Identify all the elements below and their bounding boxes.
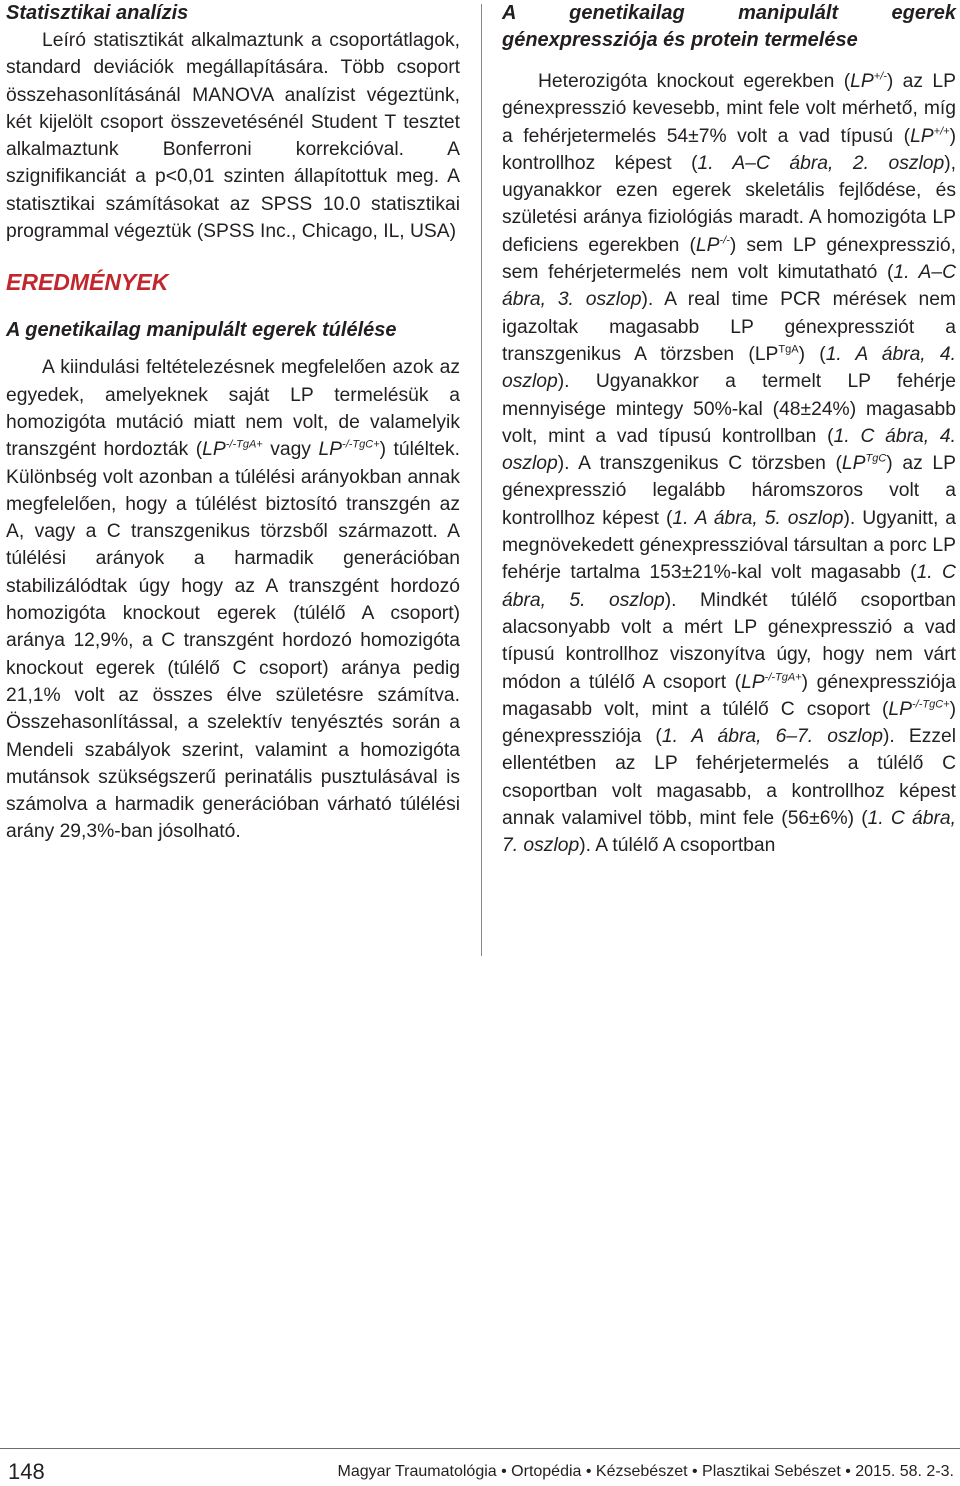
figure-reference: 1. C ábra, 5. oszlop: [502, 562, 956, 611]
text-run: ). Mindkét túlélő csoportban alacsonyabb volt a mért LP génexpresszió a vad típusú kontrollhoz viszonyítva úgy, hogy nem várt módon a túlélő A csoport (: [502, 589, 956, 693]
text-run: ) génexpressziója (: [502, 698, 956, 748]
text-run: Heterozigóta knockout egerekben (: [538, 71, 851, 92]
right-column: [502, 0, 956, 860]
gene-symbol: LP: [841, 453, 866, 475]
figure-reference: 1. A ábra, 5. oszlop: [672, 507, 844, 529]
statistics-heading: Statisztikai analízis: [6, 2, 189, 24]
journal-footer: Magyar Traumatológia • Ortopédia • Kézsebészet • Plasztikai Sebészet • 2015. 58. 2-3.: [337, 1463, 954, 1480]
page-number: 148: [8, 1459, 45, 1484]
text-run: ) az LP génexpresszió legalább háromszoros volt a kontrollhoz képest (: [502, 453, 956, 529]
genotype-superscript: -/-TgC+: [342, 438, 380, 451]
text-run: ) kontrollhoz képest (: [502, 125, 956, 174]
genotype-superscript: -/-TgC+: [911, 698, 950, 711]
gene-symbol: LP: [741, 671, 765, 693]
text-run: ) génexpressziója magasabb volt, mint a túlélő C csoport (: [502, 671, 956, 720]
genotype-superscript: +/+: [933, 125, 950, 138]
genotype-superscript: TgC: [865, 452, 887, 465]
genotype-superscript: TgA: [778, 343, 799, 356]
gene-symbol: LP: [202, 439, 226, 461]
survival-paragraph: [6, 354, 460, 845]
left-column: [6, 0, 460, 846]
text-run: ). Ugyanitt, a megnövekedett génexpresszióval társultan a porc LP fehérje tartalma 153±21%-kal volt magasabb (: [502, 507, 957, 584]
text-run: ). A real time PCR mérések nem igazoltak magasabb LP génexpressziót a transzgenikus A törzsben (LP: [502, 289, 956, 365]
gene-symbol: LP: [318, 439, 343, 461]
results-heading: EREDMÉNYEK: [6, 269, 169, 296]
gene-symbol: LP: [850, 71, 874, 92]
text-run: ). A transzgenikus C törzsben (: [557, 453, 842, 475]
text-run: ). Ezzel ellentétben az LP fehérjetermelés a túlélő C csoportban volt magasabb, a kontrollhoz képest annak valamivel több, mint fele (56±6%) (: [502, 726, 956, 830]
statistics-paragraph: Leíró statisztikát alkalmaztunk a csoportátlagok, standard deviációk megállapítására. Több csoport összehasonlításánál MANOVA analízist végeztünk, két kijelölt csoport összevetésénél Student T tesztet alkalmaztunk Bonferroni korrekcióval. A szignifikanciát a p<0,01 szinten állapítottuk meg. A statisztikai számításokat az SPSS 10.0 statisztikai programmal végeztük (SPSS Inc., Chicago, IL, USA): [6, 30, 460, 243]
figure-reference: 1. A ábra, 6–7. oszlop: [661, 726, 883, 748]
text-run: ), ugyanakkor ezen egerek skeletális fejlődése, és születési aránya fiziológiás maradt. A homozigóta LP deficiens egerekben (: [502, 152, 956, 256]
figure-reference: 1. C ábra, 4. oszlop: [502, 425, 956, 475]
text-run: ) sem LP génexpresszió, sem fehérjetermelés nem volt kimutatható (: [502, 234, 957, 284]
text-run: ) túléltek. Különbség volt azonban a túlélési arányokban annak megfelelően, hogy a túlélést biztosító transzgén az A, vagy a C transzgenikus törzsből származott. A túlélési arányok a harmadik generációban stabilizálódtak úgy hogy az A transzgént hordozó homozigóta knockout egerek (túlélő A csoport) aránya 12,9%, a C transzgént hordozó homozigóta knockout egerek (túlélő C csoport) aránya pedig 21,1% volt az összes élve születésre számítva. Összehasonlítással, a szelektív tenyésztés során a Mendeli szabályok szerint, valamint a homozigóta mutánsok szükségszerű perinatális pusztulásával is számolva a harmadik generációban várható túlélési arány 29,3%-ban jósolható.: [6, 439, 460, 843]
genotype-superscript: +/-: [873, 70, 887, 83]
text-run: ). Ugyanakkor a termelt LP fehérje mennyisége mintegy 50%-kal (48±24%) magasabb volt, mint a vad típusú kontrollban (: [502, 371, 956, 447]
figure-reference: 1. C ábra, 7. oszlop: [502, 808, 956, 857]
column-divider: [481, 4, 482, 956]
text-run: vagy: [262, 439, 319, 461]
survival-heading: A genetikailag manipulált egerek túlélése: [6, 319, 397, 342]
gene-symbol: LP: [888, 698, 912, 720]
genotype-superscript: -/-TgA+: [764, 671, 802, 684]
genotype-superscript: -/-: [719, 234, 730, 247]
genotype-superscript: -/-TgA+: [225, 438, 263, 451]
text-run: ) (: [798, 343, 826, 365]
expression-heading: A genetikailag manipulált egerek génexpressziója és protein termelése: [502, 2, 956, 51]
figure-reference: 1. A ábra, 4. oszlop: [502, 343, 956, 393]
expression-paragraph: [502, 68, 956, 860]
footer-rule: [0, 1448, 960, 1449]
figure-reference: 1. A–C ábra, 2. oszlop: [697, 152, 945, 174]
gene-symbol: LP: [695, 234, 720, 256]
figure-reference: 1. A–C ábra, 3. oszlop: [502, 262, 956, 311]
text-run: A kiindulási feltételezésnek megfelelően azok az egyedek, amelyeknek saját LP termelésük a homozigóta mutáció miatt nem volt, de valamelyik transzgént hordozták (: [6, 357, 460, 461]
text-run: ). A túlélő A csoportban: [579, 835, 776, 857]
gene-symbol: LP: [910, 125, 934, 147]
text-run: ) az LP génexpresszió kevesebb, mint fele volt mérhető, míg a fehérjetermelés 54±7% volt a vad típusú (: [502, 71, 956, 147]
